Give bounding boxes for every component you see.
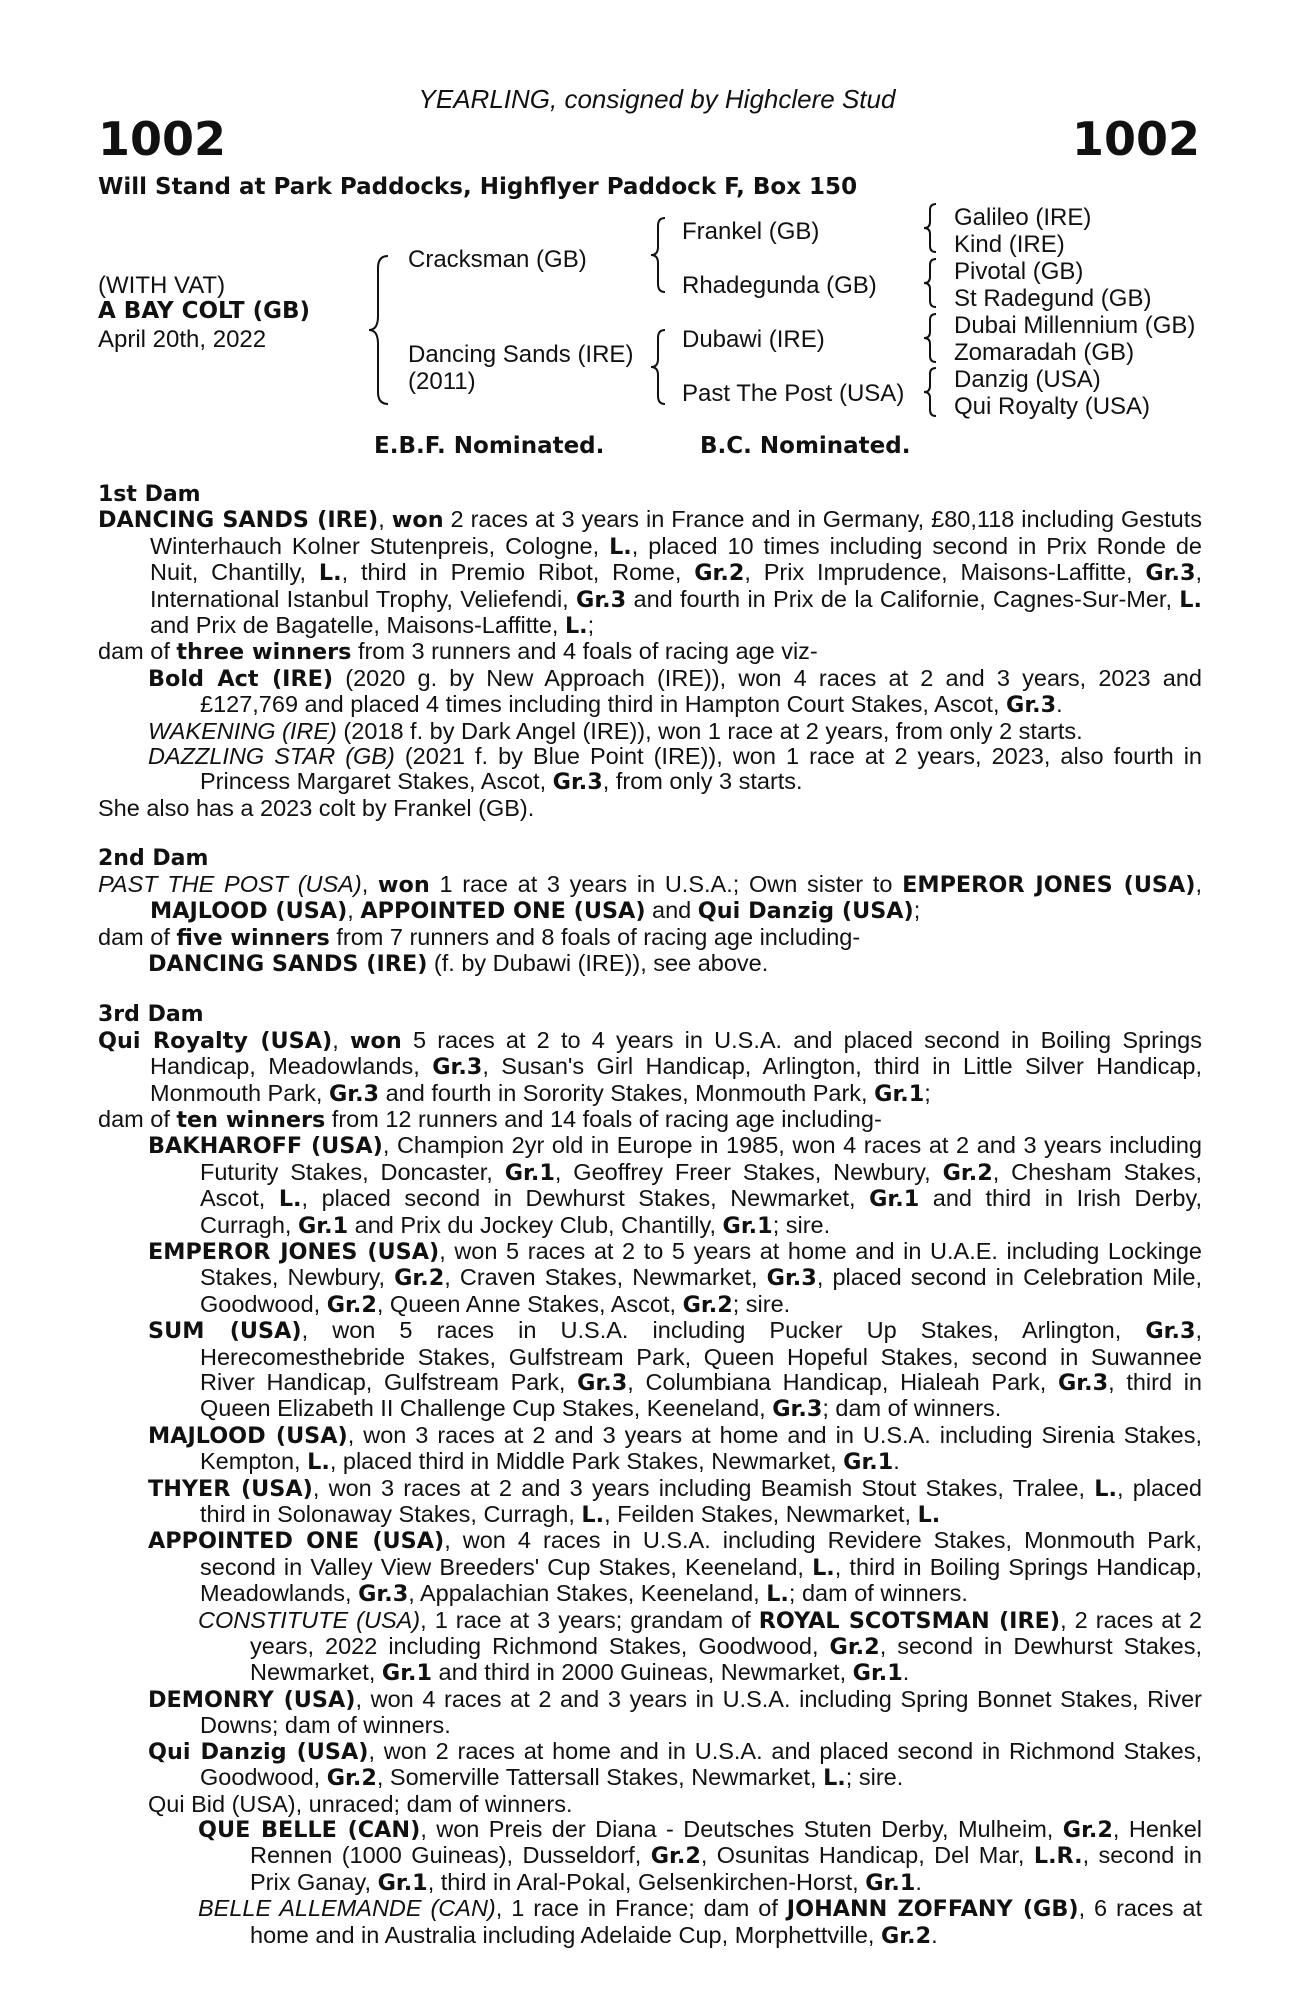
dam-sire-name: Dubawi (IRE) <box>682 326 825 353</box>
pedigree-brace-main <box>366 254 392 406</box>
pedigree-brace-g3 <box>922 312 938 364</box>
pedigree-brace-g4 <box>922 366 938 418</box>
second-dam-record: PAST THE POST (USA), won 1 race at 3 years in U.S.A.; Own sister to EMPEROR JONES (USA), MAJLOOD (USA), APPOINTED ONE (USA) and Qui Danzig (USA); <box>98 870 1203 925</box>
bc-nomination: B.C. Nominated. <box>700 433 911 459</box>
produce-demonry: DEMONRY (USA), won 4 races at 2 and 3 years in U.S.A. including Spring Bonnet Stakes, River Downs; dam of winners. <box>148 1685 1202 1739</box>
dam-name: Dancing Sands (IRE) <box>408 341 634 368</box>
second-dam-produce-summary: dam of five winners from 7 runners and 8 foals of racing age including- <box>98 923 861 951</box>
produce-sum: SUM (USA), won 5 races in U.S.A. including Pucker Up Stakes, Arlington, Gr.3, Herecomesthebride Stakes, Gulfstream Park, Queen Hopeful Stakes, second in Suwannee River Handicap, Gulfstream Park, Gr.3, Columbiana Handicap, Hialeah Park, Gr.3, third in Queen Elizabeth II Challenge Cup Stakes, Keeneland, Gr.3; dam of winners. <box>148 1317 1203 1423</box>
first-dam-note: She also has a 2023 colt by Frankel (GB). <box>98 794 535 821</box>
catalogue-body <box>98 482 1202 1949</box>
ancestor-7: Danzig (USA) <box>954 366 1101 393</box>
produce-thyer: THYER (USA), won 3 races at 2 and 3 years including Beamish Stout Stakes, Tralee, L., placed third in Solonaway Stakes, Curragh, L., Feilden Stakes, Newmarket, L. <box>148 1474 1203 1529</box>
lot-number-right: 1002 <box>1071 112 1200 166</box>
horse-name: A BAY COLT (GB) <box>98 298 311 324</box>
third-dam-record: Qui Royalty (USA), won 5 races at 2 to 4 years in U.S.A. and placed second in Boiling Springs Handicap, Meadowlands, Gr.3, Susan's Girl Handicap, Arlington, third in Little Silver Handicap, Monmouth Park, Gr.3 and fourth in Sorority Stakes, Monmouth Park, Gr.1; <box>98 1026 1202 1107</box>
sire-sire-name: Frankel (GB) <box>682 218 820 245</box>
produce-wakening: WAKENING (IRE) (2018 f. by Dark Angel (IRE)), won 1 race at 2 years, from only 2 starts. <box>148 717 1083 744</box>
date-of-birth: April 20th, 2022 <box>98 326 267 353</box>
ancestor-8: Qui Royalty (USA) <box>954 393 1151 420</box>
third-dam-heading: 3rd Dam <box>98 1002 204 1028</box>
produce-qui-danzig: Qui Danzig (USA), won 2 races at home and in U.S.A. and placed second in Richmond Stakes, Goodwood, Gr.2, Somerville Tattersall Stakes, Newmarket, L.; sire. <box>148 1737 1202 1792</box>
ancestor-4: St Radegund (GB) <box>954 285 1152 312</box>
produce-appointed-one: APPOINTED ONE (USA), won 4 races in U.S.A. including Revidere Stakes, Monmouth Park, second in Valley View Breeders' Cup Stakes, Keeneland, L., third in Boiling Springs Handicap, Meadowlands, Gr.3, Appalachian Stakes, Keeneland, L.; dam of winners. <box>148 1527 1203 1608</box>
second-dam-heading: 2nd Dam <box>98 846 209 872</box>
ebf-nomination: E.B.F. Nominated. <box>374 433 605 459</box>
produce-dancing-sands: DANCING SANDS (IRE) (f. by Dubawi (IRE)), see above. <box>148 949 769 977</box>
consignor-line: YEARLING, consigned by Highclere Stud <box>418 84 896 114</box>
produce-constitute: CONSTITUTE (USA), 1 race at 3 years; grandam of ROYAL SCOTSMAN (IRE), 2 races at 2 years, 2022 including Richmond Stakes, Goodwood, Gr.2, second in Dewhurst Stakes, Newmarket, Gr.1 and third in 2000 Guineas, Newmarket, Gr.1. <box>198 1606 1203 1687</box>
produce-belle-allemande: BELLE ALLEMANDE (CAN), 1 race in France; dam of JOHANN ZOFFANY (GB), 6 races at home and in Australia including Adelaide Cup, Morphettville, Gr.2. <box>198 1895 1202 1949</box>
third-dam-produce-summary: dam of ten winners from 12 runners and 14 foals of racing age including- <box>98 1105 882 1133</box>
stand-location: Will Stand at Park Paddocks, Highflyer Paddock F, Box 150 <box>98 174 858 200</box>
pedigree-brace-g2 <box>922 257 938 309</box>
produce-majlood: MAJLOOD (USA), won 3 races at 2 and 3 years at home and in U.S.A. including Sirenia Stakes, Kempton, L., placed third in Middle Park Stakes, Newmarket, Gr.1. <box>148 1421 1202 1476</box>
produce-emperor-jones: EMPEROR JONES (USA), won 5 races at 2 to 5 years at home and in U.A.E. including Lockinge Stakes, Newbury, Gr.2, Craven Stakes, Newmarket, Gr.3, placed second in Celebration Mile, Goodwood, Gr.2, Queen Anne Stakes, Ascot, Gr.2; sire. <box>148 1237 1202 1318</box>
produce-que-belle: QUE BELLE (CAN), won Preis der Diana - Deutsches Stuten Derby, Mulheim, Gr.2, Henkel Rennen (1000 Guineas), Dusseldorf, Gr.2, Osunitas Handicap, Del Mar, L.R., second in Prix Ganay, Gr.1, third in Aral-Pokal, Gelsenkirchen-Horst, Gr.1. <box>198 1815 1202 1896</box>
ancestor-2: Kind (IRE) <box>954 231 1065 258</box>
produce-bakharoff: BAKHAROFF (USA), Champion 2yr old in Europe in 1985, won 4 races at 2 and 3 years including Futurity Stakes, Doncaster, Gr.1, Geoffrey Freer Stakes, Newbury, Gr.2, Chesham Stakes, Ascot, L., placed second in Dewhurst Stakes, Newmarket, Gr.1 and third in Irish Derby, Curragh, Gr.1 and Prix du Jockey Club, Chantilly, Gr.1; sire. <box>148 1132 1202 1239</box>
lot-number-left: 1002 <box>98 112 227 166</box>
ancestor-6: Zomaradah (GB) <box>954 339 1135 366</box>
dam-dam-name: Past The Post (USA) <box>682 380 905 407</box>
ancestor-1: Galileo (IRE) <box>954 204 1092 231</box>
ancestor-3: Pivotal (GB) <box>954 258 1084 285</box>
produce-qui-bid: Qui Bid (USA), unraced; dam of winners. <box>148 1790 573 1817</box>
produce-bold-act: Bold Act (IRE) (2020 g. by New Approach (IRE)), won 4 races at 2 and 3 years, 2023 and £127,769 and placed 4 times including third in Hampton Court Stakes, Ascot, Gr.3. <box>148 664 1202 719</box>
first-dam-record: DANCING SANDS (IRE), won 2 races at 3 years in France and in Germany, £80,118 including Gestuts Winterhauch Kolner Stutenpreis, Cologne, L., placed 10 times including second in Prix Ronde de Nuit, Chantilly, L., third in Premio Ribot, Rome, Gr.2, Prix Imprudence, Maisons-Laffitte, Gr.3, International Istanbul Trophy, Veliefendi, Gr.3 and fourth in Prix de la Californie, Cagnes-Sur-Mer, L. and Prix de Bagatelle, Maisons-Laffitte, L.; <box>98 506 1203 640</box>
ancestor-5: Dubai Millennium (GB) <box>954 312 1196 339</box>
pedigree-brace-sire <box>648 216 668 294</box>
sire-name: Cracksman (GB) <box>408 246 587 273</box>
first-dam-produce-summary: dam of three winners from 3 runners and 4 foals of racing age viz- <box>98 638 818 666</box>
first-dam-heading: 1st Dam <box>98 482 201 507</box>
sire-dam-name: Rhadegunda (GB) <box>682 272 877 299</box>
produce-dazzling-star: DAZZLING STAR (GB) (2021 f. by Blue Point (IRE)), won 1 race at 2 years, 2023, also fourth in Princess Margaret Stakes, Ascot, Gr.3, from only 3 starts. <box>148 743 1202 796</box>
vat-note: (WITH VAT) <box>98 272 226 299</box>
pedigree-brace-dam <box>648 328 668 406</box>
pedigree-brace-g1 <box>922 202 938 254</box>
dam-year: (2011) <box>408 368 476 395</box>
